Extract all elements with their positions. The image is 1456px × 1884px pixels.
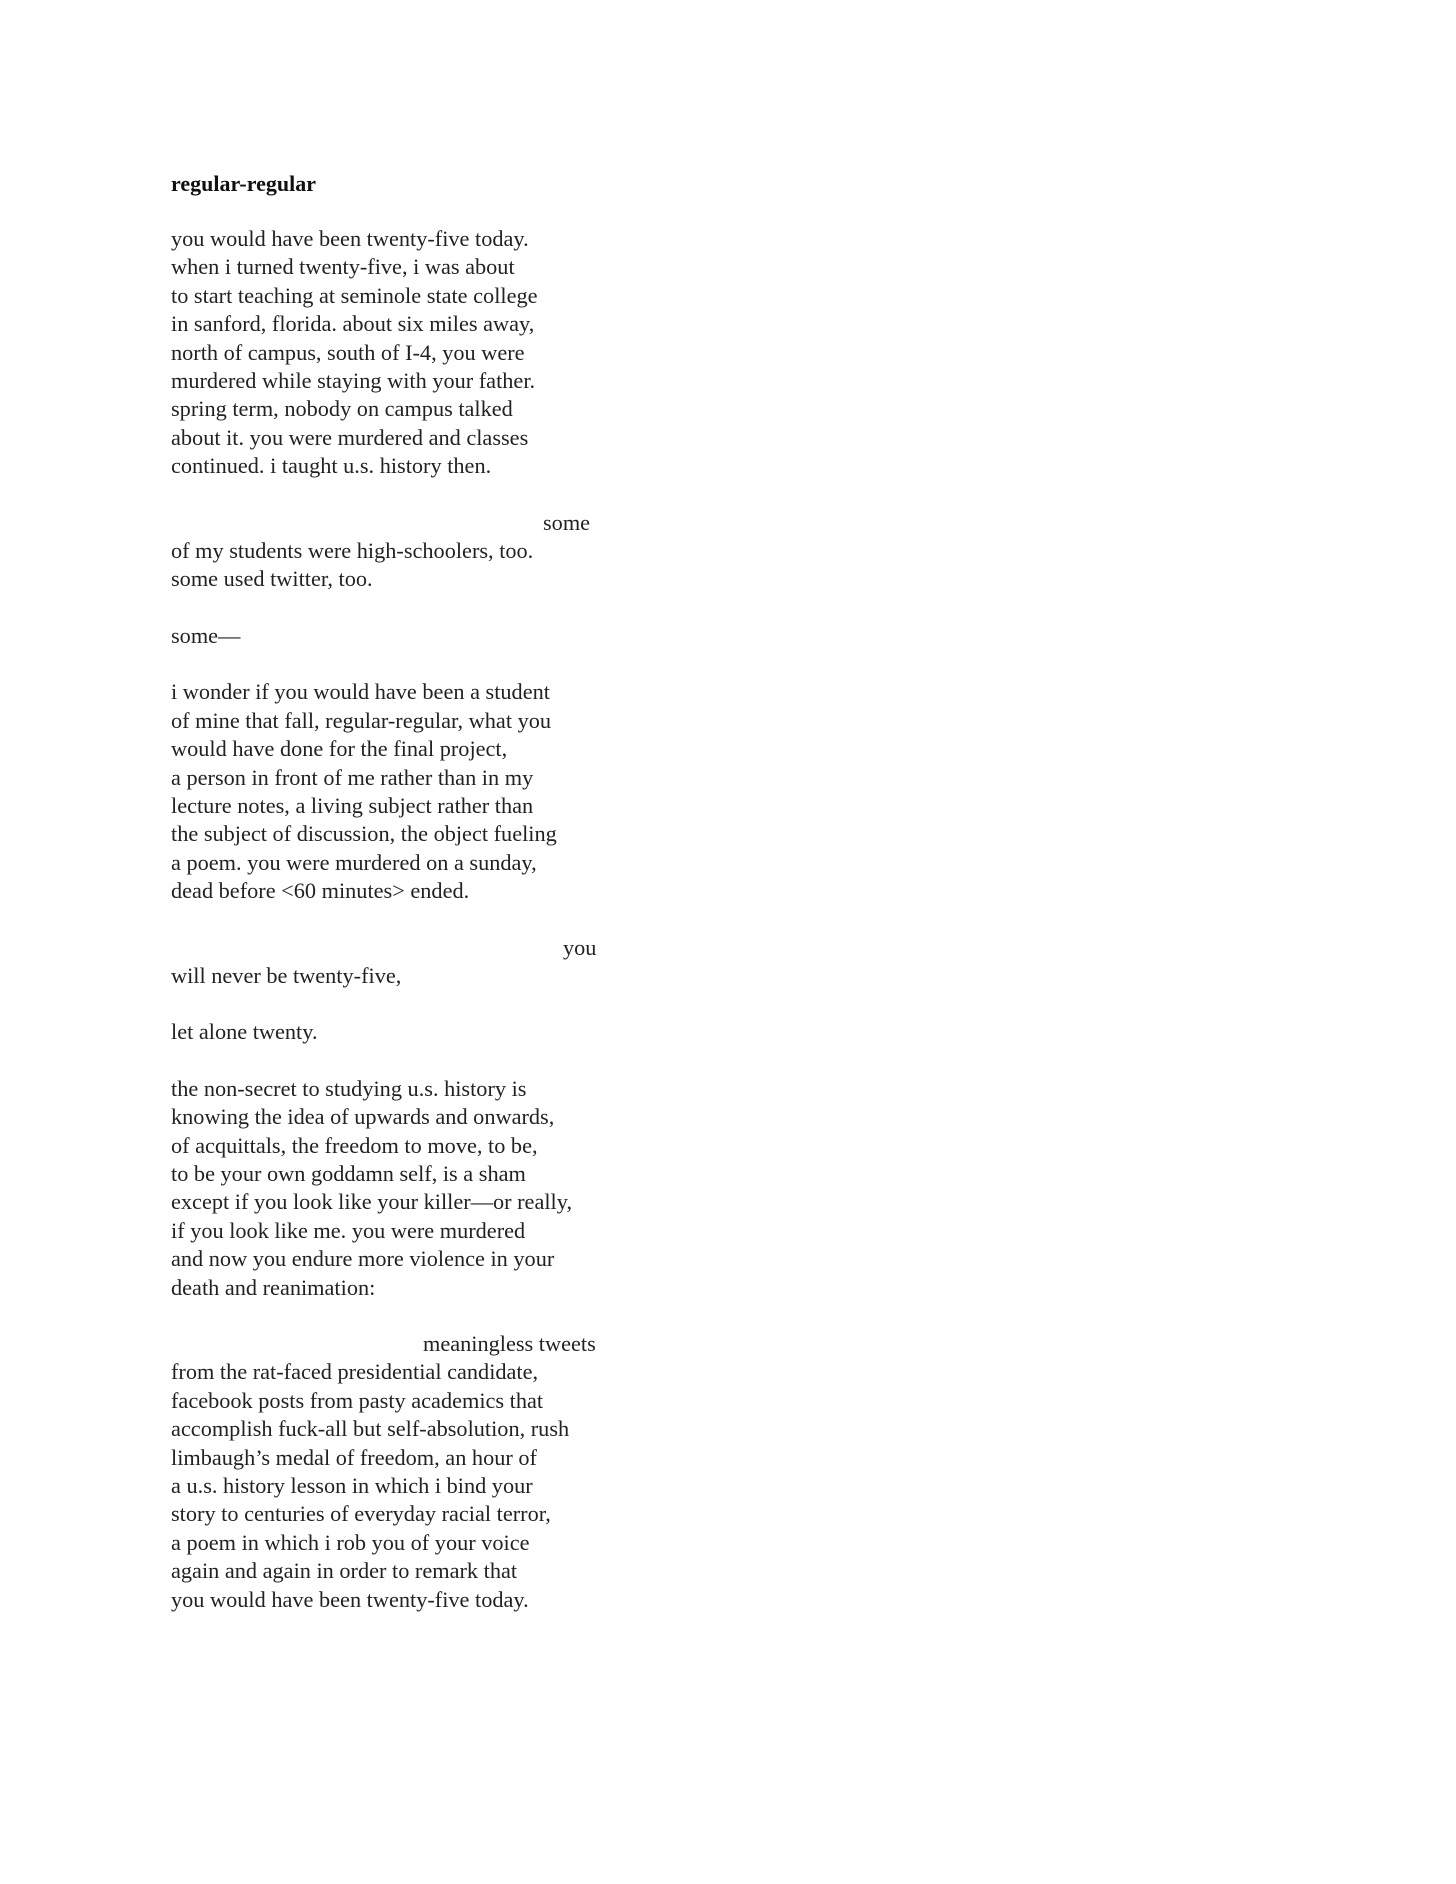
poem-line: lecture notes, a living subject rather than <box>171 792 534 818</box>
poem-line: a poem in which i rob you of your voice <box>171 1529 530 1555</box>
stanza-1 <box>171 225 631 481</box>
poem-line: except if you look like your killer—or really, <box>171 1189 573 1215</box>
poem-line-dropped: you <box>563 934 597 960</box>
poem-line-dropped: some <box>543 509 591 535</box>
poem-line: from the rat-faced presidential candidate, <box>171 1359 539 1385</box>
poem-line: dead before <60 minutes> ended. <box>171 878 470 904</box>
poem-line: limbaugh’s medal of freedom, an hour of <box>171 1444 537 1470</box>
stanza-5 <box>171 934 631 991</box>
poem-line: when i turned twenty-five, i was about <box>171 254 515 280</box>
poem-line: to be your own goddamn self, is a sham <box>171 1160 526 1186</box>
poem-line: north of campus, south of I-4, you were <box>171 339 525 365</box>
poem-line: and now you endure more violence in your <box>171 1246 555 1272</box>
poem-line: a poem. you were murdered on a sunday, <box>171 849 537 875</box>
poem-title: regular-regular <box>171 171 316 196</box>
poem-line: if you look like me. you were murdered <box>171 1217 526 1243</box>
poem-line: death and reanimation: <box>171 1274 376 1300</box>
poem-line: would have done for the final project, <box>171 736 508 762</box>
poem-line: again and again in order to remark that <box>171 1558 518 1584</box>
poem-line: a u.s. history lesson in which i bind your <box>171 1473 533 1499</box>
poem-line: facebook posts from pasty academics that <box>171 1387 544 1413</box>
poem-line: of my students were high-schoolers, too. <box>171 538 534 564</box>
poem-line: of acquittals, the freedom to move, to be, <box>171 1132 538 1158</box>
poem-line: spring term, nobody on campus talked <box>171 396 513 422</box>
poem-line: continued. i taught u.s. history then. <box>171 453 492 479</box>
poem-line: knowing the idea of upwards and onwards, <box>171 1104 555 1130</box>
poem-line: let alone twenty. <box>171 1019 318 1045</box>
poem-line: you would have been twenty-five today. <box>171 1586 529 1612</box>
poem-line: the subject of discussion, the object fueling <box>171 821 557 847</box>
poem-line: some— <box>171 622 241 648</box>
poem-line: accomplish fuck-all but self-absolution, rush <box>171 1416 570 1442</box>
poem-line: i wonder if you would have been a student <box>171 679 550 705</box>
poem-line: in sanford, florida. about six miles away, <box>171 311 535 337</box>
stanza-7 <box>171 1075 631 1302</box>
stanza-8 <box>171 1330 631 1614</box>
stanza-4 <box>171 678 631 905</box>
stanza-6 <box>171 1018 631 1046</box>
poem-line-dropped: meaningless tweets <box>423 1331 596 1356</box>
poem-line: will never be twenty-five, <box>171 962 402 988</box>
stanza-3 <box>171 622 631 650</box>
poem-line: to start teaching at seminole state college <box>171 282 538 308</box>
poem-line: story to centuries of everyday racial terror, <box>171 1501 551 1527</box>
poem-line: the non-secret to studying u.s. history is <box>171 1075 527 1101</box>
poem-line: of mine that fall, regular-regular, what you <box>171 707 552 733</box>
poem-page <box>171 170 631 1642</box>
poem-line: about it. you were murdered and classes <box>171 424 529 450</box>
stanza-2 <box>171 509 631 594</box>
poem-line: a person in front of me rather than in my <box>171 764 534 790</box>
poem-line: you would have been twenty-five today. <box>171 226 529 251</box>
poem-line: some used twitter, too. <box>171 566 373 592</box>
poem-line: murdered while staying with your father. <box>171 368 536 394</box>
